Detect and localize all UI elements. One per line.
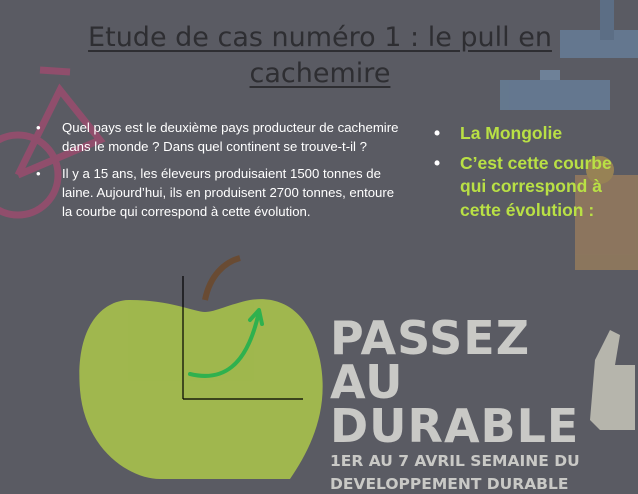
background-poster xyxy=(330,311,630,494)
question-item: • Il y a 15 ans, les éleveurs produisaient 1500 tonnes de laine. Aujourd’hui, ils en produisent 2700 tonnes, entoure la courbe qui correspond à cette évolution. xyxy=(34,164,406,221)
question-list xyxy=(34,118,406,229)
growth-curve xyxy=(190,316,258,376)
answer-item: • C’est cette courbe qui correspond à cette évolution : xyxy=(434,152,624,223)
slide-title: Etude de cas numéro 1 : le pull en cachemire xyxy=(88,22,552,89)
poster-line: 1ER AU 7 AVRIL SEMAINE DU xyxy=(330,452,580,470)
poster-line: PASSEZ xyxy=(330,311,531,365)
poster-line: AU DURABLE xyxy=(330,355,580,453)
answer-item: • La Mongolie xyxy=(434,122,624,146)
poster-line: DEVELOPPEMENT DURABLE xyxy=(330,475,569,493)
answer-list xyxy=(434,122,624,228)
evolution-graph xyxy=(178,276,308,404)
question-item: • Quel pays est le deuxième pays producteur de cachemire dans le monde ? Dans quel continent se trouve-t-il ? xyxy=(34,118,406,156)
